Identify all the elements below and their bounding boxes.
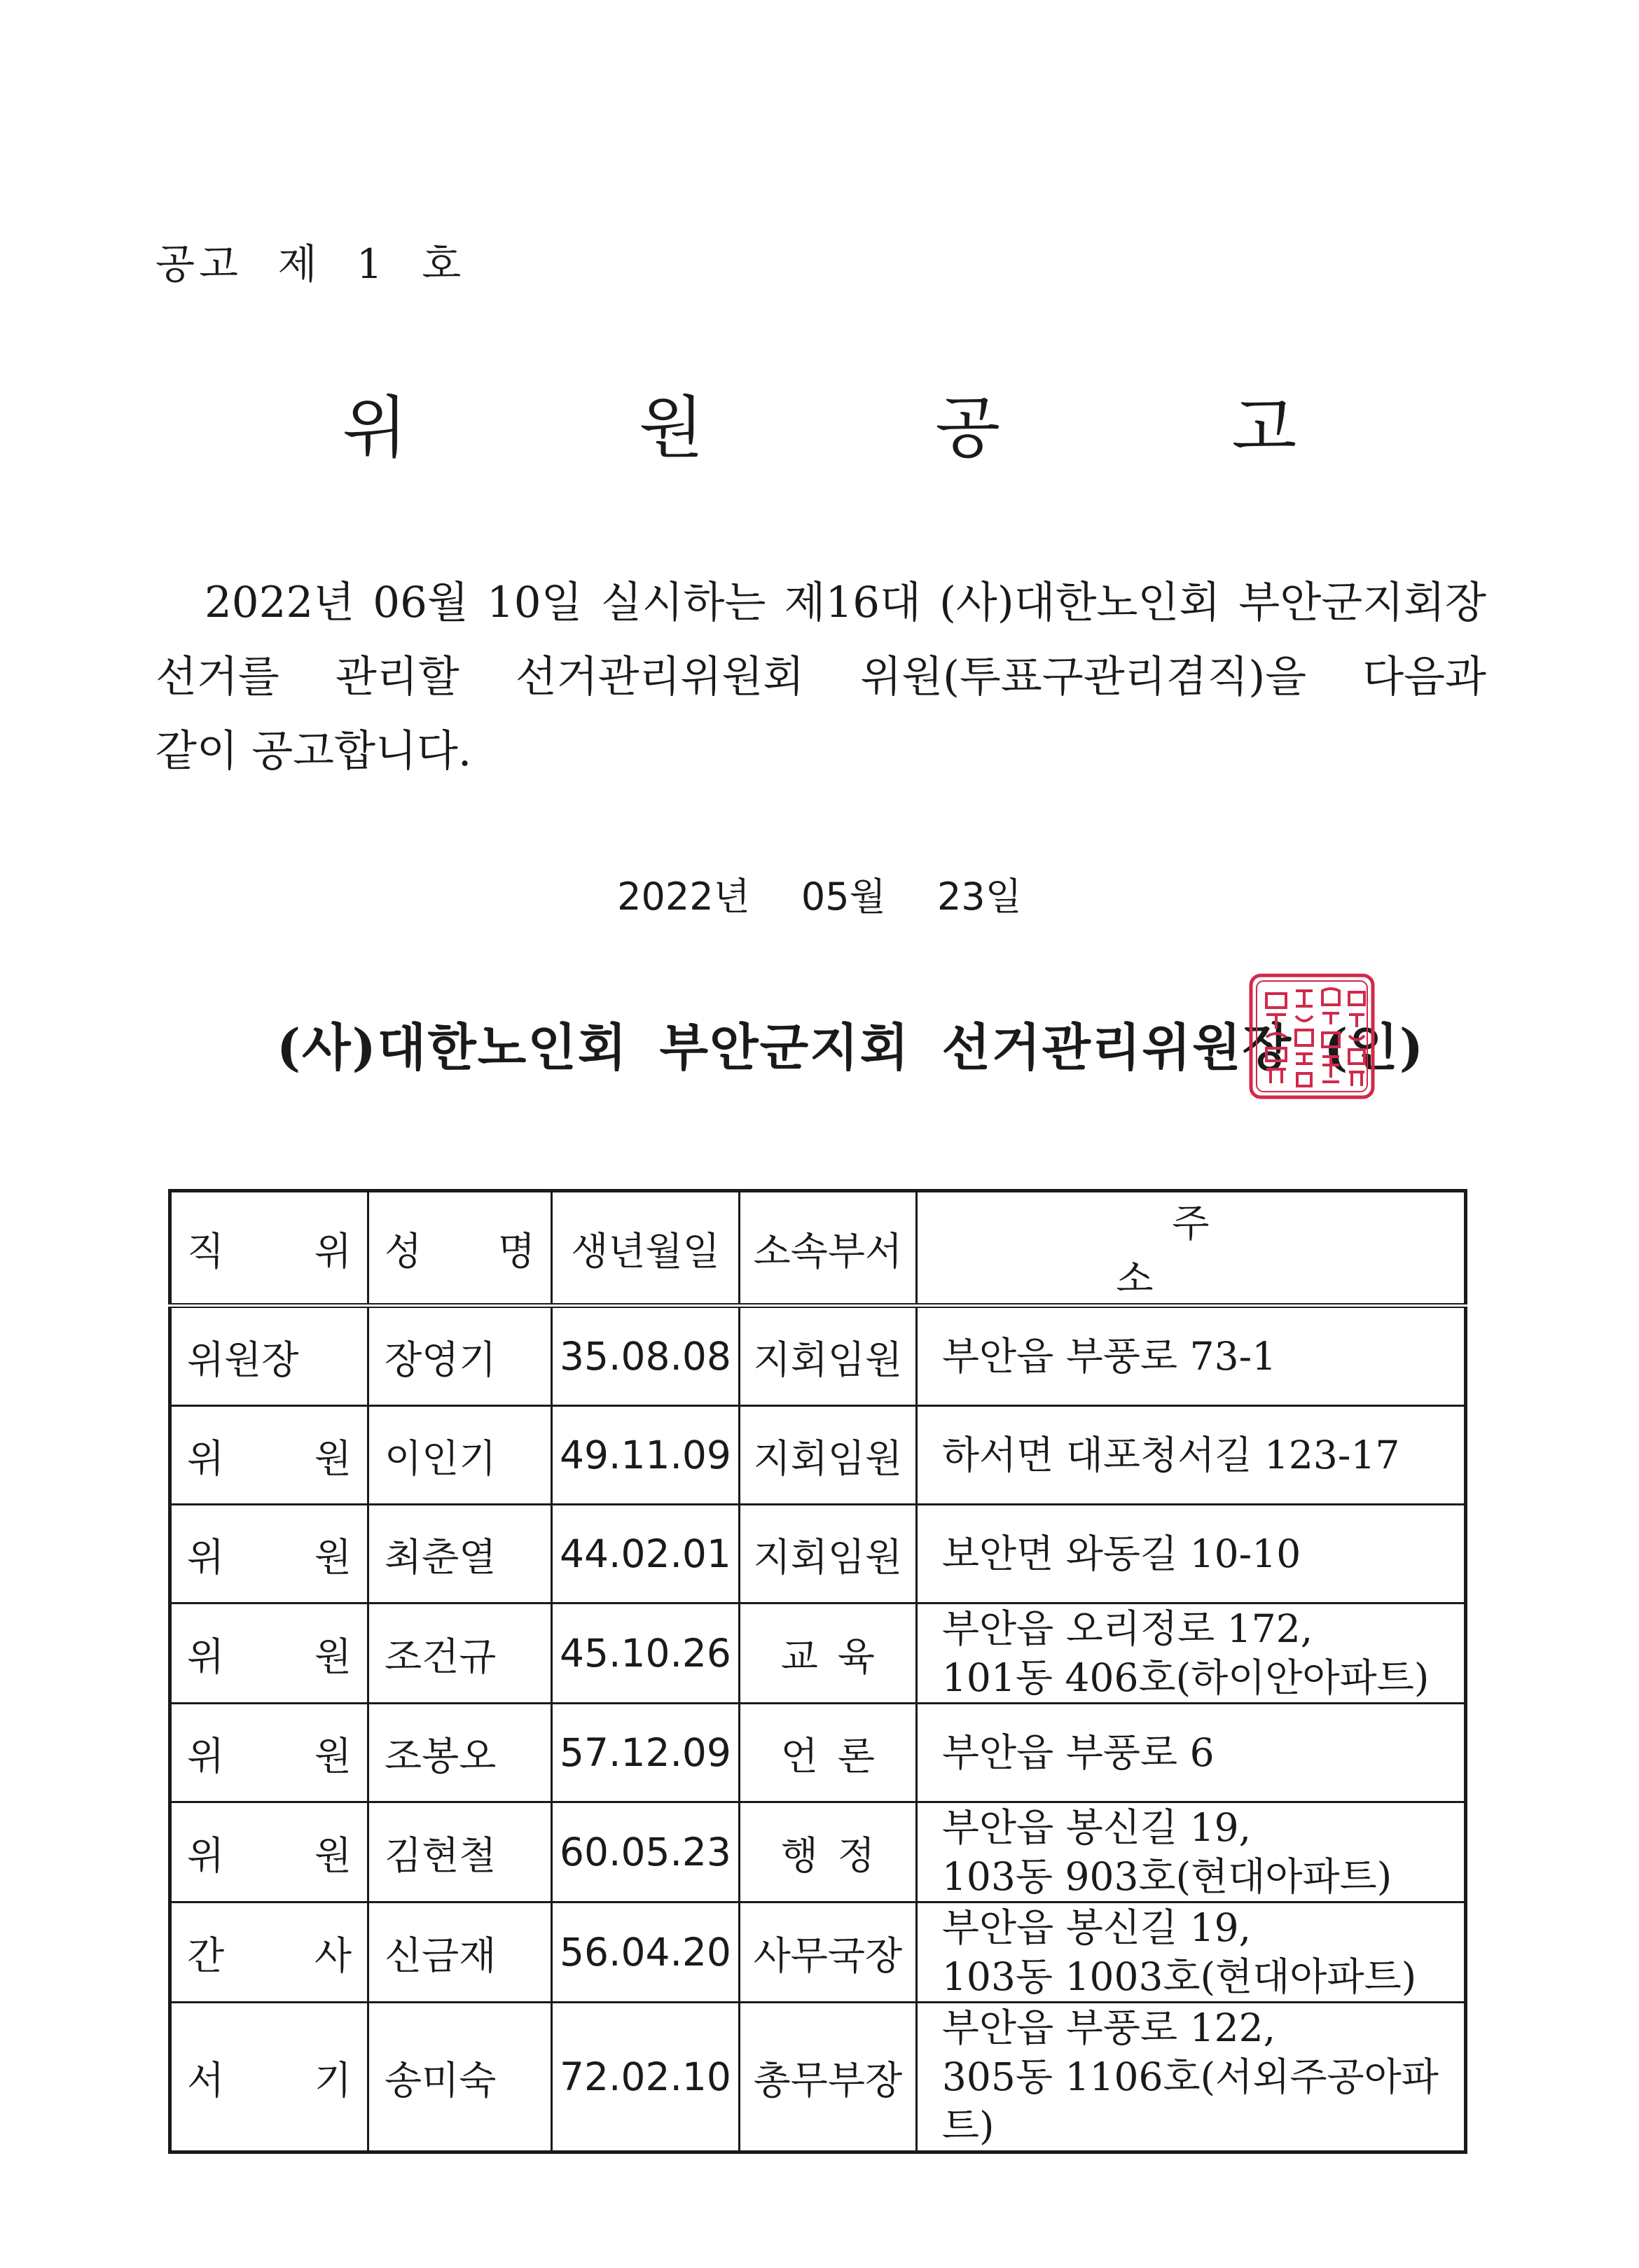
table-row [170,1902,1466,2003]
address-line: 부안읍 부풍로 73-1 [941,1334,1277,1379]
header-address: 주 소 [916,1191,1465,1306]
cell-address [916,1406,1465,1505]
address-line: 부안읍 봉신길 19, [941,1905,1252,1950]
cell-name: 김현철 [368,1802,552,1902]
cell-name: 이인기 [368,1406,552,1505]
table-row [170,1505,1466,1603]
cell-birth: 44.02.01 [552,1505,740,1603]
cell-name: 신금재 [368,1902,552,2003]
address-line: 부안읍 오리정로 172, [941,1606,1313,1651]
address-line: 부안읍 부풍로 122, [941,2005,1276,2050]
cell-birth: 72.02.10 [552,2003,740,2152]
document-title: 위 원 공 고 [342,389,1402,467]
header-birth: 생년월일 [552,1191,740,1306]
cell-position: 위 원 [170,1603,368,1704]
address-line: 103동 1003호(현대아파트) [941,1954,1417,1999]
table-row [170,1603,1466,1704]
cell-department: 지회임원 [739,1505,916,1603]
header-position: 직 위 [170,1191,368,1306]
cell-birth: 45.10.26 [552,1603,740,1704]
table-header-row [170,1191,1466,1306]
cell-address [916,1802,1465,1902]
cell-address [916,1505,1465,1603]
body-line-1: 2022년 06월 10일 실시하는 제16대 (사)대한노인회 부안군지회장 [205,578,1486,627]
cell-birth: 49.11.09 [552,1406,740,1505]
cell-position: 위원장 [170,1306,368,1406]
cell-department: 행정 [739,1802,916,1902]
header-department: 소속부서 [739,1191,916,1306]
address-line: 하서면 대포청서길 123-17 [941,1433,1400,1477]
cell-birth: 60.05.23 [552,1802,740,1902]
cell-position: 간 사 [170,1902,368,2003]
address-line: 103동 903호(현대아파트) [941,1854,1392,1899]
cell-name: 최춘열 [368,1505,552,1603]
cell-position: 위 원 [170,1505,368,1603]
cell-name: 송미숙 [368,2003,552,2152]
cell-name: 조봉오 [368,1704,552,1802]
cell-department: 언론 [739,1704,916,1802]
table-row [170,1802,1466,1902]
cell-position: 위 원 [170,1802,368,1902]
table-row [170,1306,1466,1406]
cell-name: 조건규 [368,1603,552,1704]
cell-address [916,2003,1465,2152]
issuer-signature: (사)대한노인회 부안군지회 선거관리위원장 (인) [277,1017,1425,1077]
cell-address [916,1603,1465,1704]
header-name: 성 명 [368,1191,552,1306]
address-line: 101동 406호(하이안아파트) [941,1655,1430,1700]
cell-department: 지회임원 [739,1306,916,1406]
cell-department: 사무국장 [739,1902,916,2003]
cell-birth: 57.12.09 [552,1704,740,1802]
cell-address [916,1306,1465,1406]
table-row [170,1704,1466,1802]
announcement-date: 2022년 05월 23일 [617,875,1022,919]
cell-department: 총무부장 [739,2003,916,2152]
official-seal-icon [1245,970,1378,1103]
address-line: 305동 1106호(서외주공아파트) [941,2054,1439,2148]
cell-birth: 56.04.20 [552,1902,740,2003]
cell-address [916,1902,1465,2003]
committee-members-table [168,1189,1467,2154]
cell-birth: 35.08.08 [552,1306,740,1406]
body-line-3: 같이 공고합니다. [155,726,472,776]
body-line-2: 선거를 관리할 선거관리위원회 위원(투표구관리겸직)을 다음과 [155,652,1486,702]
announcement-body [155,566,1486,788]
address-line: 보안면 와동길 10-10 [941,1531,1301,1576]
cell-position: 위 원 [170,1704,368,1802]
table-row [170,2003,1466,2152]
cell-department: 지회임원 [739,1406,916,1505]
cell-position: 서 기 [170,2003,368,2152]
address-line: 부안읍 봉신길 19, [941,1805,1252,1850]
cell-name: 장영기 [368,1306,552,1406]
cell-position: 위 원 [170,1406,368,1505]
cell-department: 교육 [739,1603,916,1704]
table-row [170,1406,1466,1505]
notice-number: 공고 제 1 호 [155,240,466,288]
address-line: 부안읍 부풍로 6 [941,1730,1215,1775]
cell-address [916,1704,1465,1802]
